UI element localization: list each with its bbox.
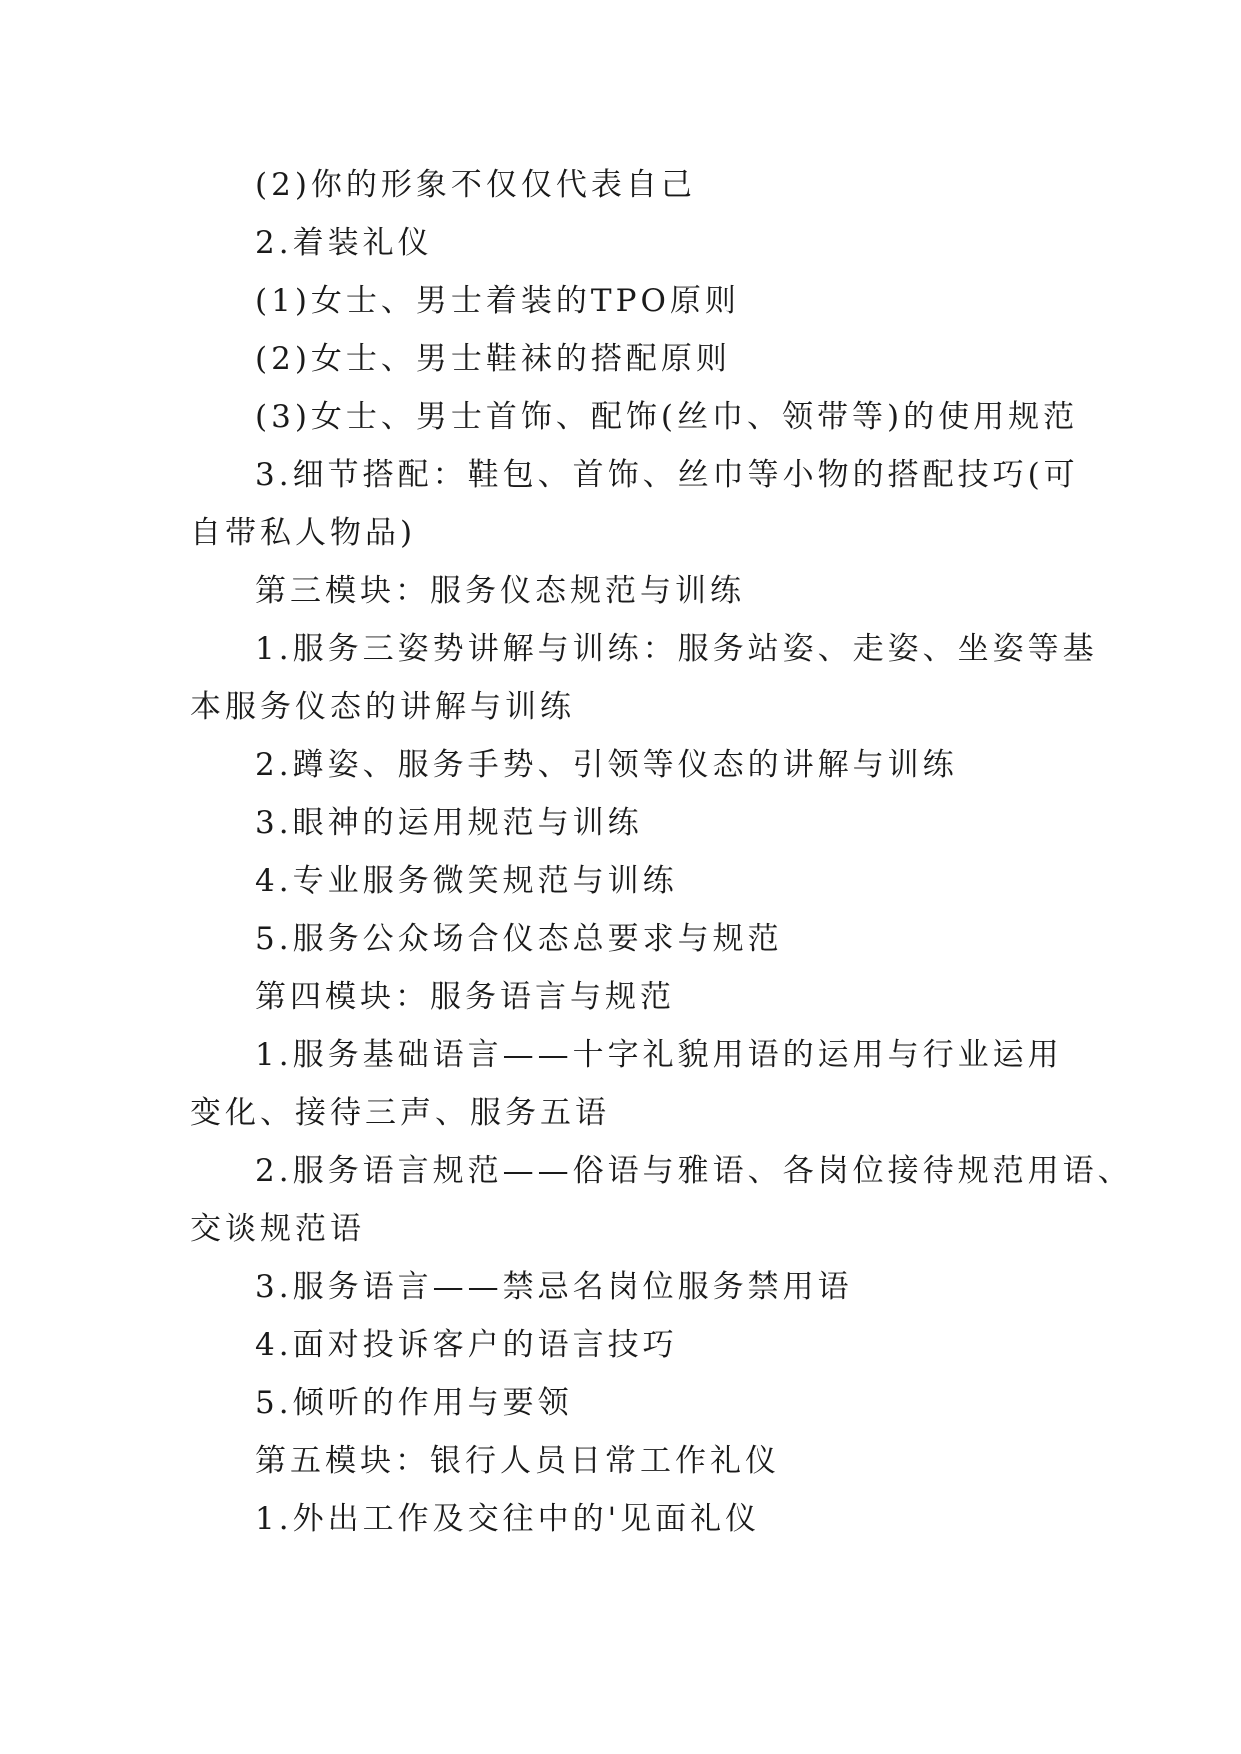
text-line: (3)女士、男士首饰、配饰(丝巾、领带等)的使用规范	[255, 399, 1079, 435]
text-line: 3.服务语言——禁忌名岗位服务禁用语	[255, 1269, 853, 1305]
section-heading: 2.着装礼仪	[255, 225, 433, 261]
text-line-continuation: 交谈规范语	[190, 1211, 365, 1247]
module-heading: 第五模块：银行人员日常工作礼仪	[255, 1443, 780, 1479]
text-line: 1.服务基础语言——十字礼貌用语的运用与行业运用	[255, 1037, 1063, 1073]
text-line: (2)女士、男士鞋袜的搭配原则	[255, 341, 731, 377]
text-line: 1.外出工作及交往中的'见面礼仪	[255, 1501, 761, 1537]
module-heading: 第三模块：服务仪态规范与训练	[255, 573, 745, 609]
text-line: (2)你的形象不仅仅代表自己	[255, 167, 696, 203]
text-line: (1)女士、男士着装的TPO原则	[255, 283, 740, 319]
text-line: 3.细节搭配：鞋包、首饰、丝巾等小物的搭配技巧(可	[255, 457, 1079, 493]
text-line: 1.服务三姿势讲解与训练：服务站姿、走姿、坐姿等基	[255, 631, 1098, 667]
text-line: 5.服务公众场合仪态总要求与规范	[255, 921, 783, 957]
text-line-continuation: 本服务仪态的讲解与训练	[190, 689, 575, 725]
text-line: 4.面对投诉客户的语言技巧	[255, 1327, 678, 1363]
text-line: 3.眼神的运用规范与训练	[255, 805, 643, 841]
text-line-continuation: 自带私人物品)	[190, 515, 417, 551]
module-heading: 第四模块：服务语言与规范	[255, 979, 675, 1015]
text-line: 5.倾听的作用与要领	[255, 1385, 573, 1421]
text-line: 2.服务语言规范——俗语与雅语、各岗位接待规范用语、	[255, 1153, 1133, 1189]
text-line-continuation: 变化、接待三声、服务五语	[190, 1095, 610, 1131]
text-line: 2.蹲姿、服务手势、引领等仪态的讲解与训练	[255, 747, 958, 783]
text-line: 4.专业服务微笑规范与训练	[255, 863, 678, 899]
